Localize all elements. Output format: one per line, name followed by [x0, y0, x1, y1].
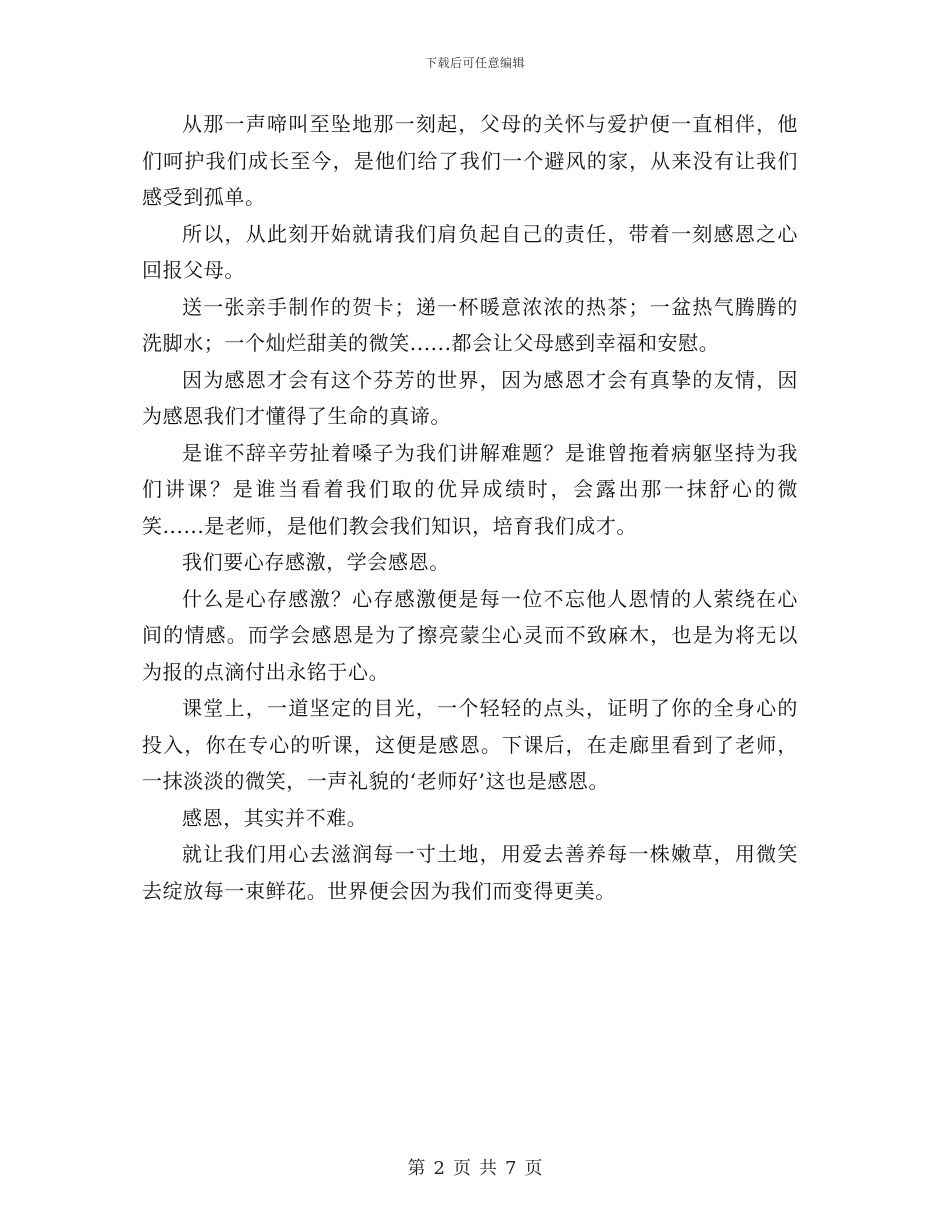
paragraph-5: 是谁不辞辛劳扯着嗓子为我们讲解难题？是谁曾拖着病躯坚持为我们讲课？是谁当看着我们取的优异成绩时，会露出那一抹舒心的微笑......是老师，是他们教会我们知识，培育我们成才。 — [142, 440, 798, 538]
paragraph-2: 所以，从此刻开始就请我们肩负起自己的责任，带着一刻感恩之心回报父母。 — [142, 221, 798, 282]
page-number-footer — [0, 1154, 950, 1180]
footer-total-word: 共 — [479, 1158, 497, 1179]
footer-total-pages: 7 — [505, 1158, 517, 1179]
paragraph-1: 从那一声啼叫至坠地那一刻起，父母的关怀与爱护便一直相伴，他们呵护我们成长至今，是他们给了我们一个避风的家，从来没有让我们感受到孤单。 — [142, 112, 798, 209]
paragraph-4: 因为感恩才会有这个芬芳的世界，因为感恩才会有真挚的友情，因为感恩我们才懂得了生命的真谛。 — [142, 367, 798, 428]
footer-suffix: 页 — [524, 1158, 543, 1179]
footer-current-page: 2 — [433, 1158, 445, 1179]
footer-prefix: 第 — [407, 1158, 426, 1179]
paragraph-9: 感恩，其实并不难。 — [182, 805, 368, 830]
paragraph-6: 我们要心存感激，学会感恩。 — [182, 550, 450, 574]
page-header-note: 下载后可任意编辑 — [424, 56, 525, 70]
paragraph-3: 送一张亲手制作的贺卡；递一杯暖意浓浓的热茶；一盆热气腾腾的洗脚水；一个灿烂甜美的微笑......都会让父母感到幸福和安慰。 — [142, 294, 798, 355]
paragraph-10: 就让我们用心去滋润每一寸土地，用爱去善养每一株嫩草，用微笑去绽放每一束鲜花。世界便会因为我们而变得更美。 — [142, 842, 798, 903]
footer-page-word: 页 — [453, 1158, 471, 1179]
paragraph-7: 什么是心存感激？心存感激便是每一位不忘他人恩情的人萦绕在心间的情感。而学会感恩是为了擦亮蒙尘心灵而不致麻木，也是为将无以为报的点滴付出永铭于心。 — [142, 586, 798, 684]
document-body — [142, 106, 798, 909]
paragraph-8: 课堂上，一道坚定的目光，一个轻轻的点头，证明了你的全身心的投入，你在专心的听课，这便是感恩。下课后，在走廊里看到了老师，一抹淡淡的微笑，一声礼貌的‘老师好’这也是感恩。 — [142, 696, 798, 793]
